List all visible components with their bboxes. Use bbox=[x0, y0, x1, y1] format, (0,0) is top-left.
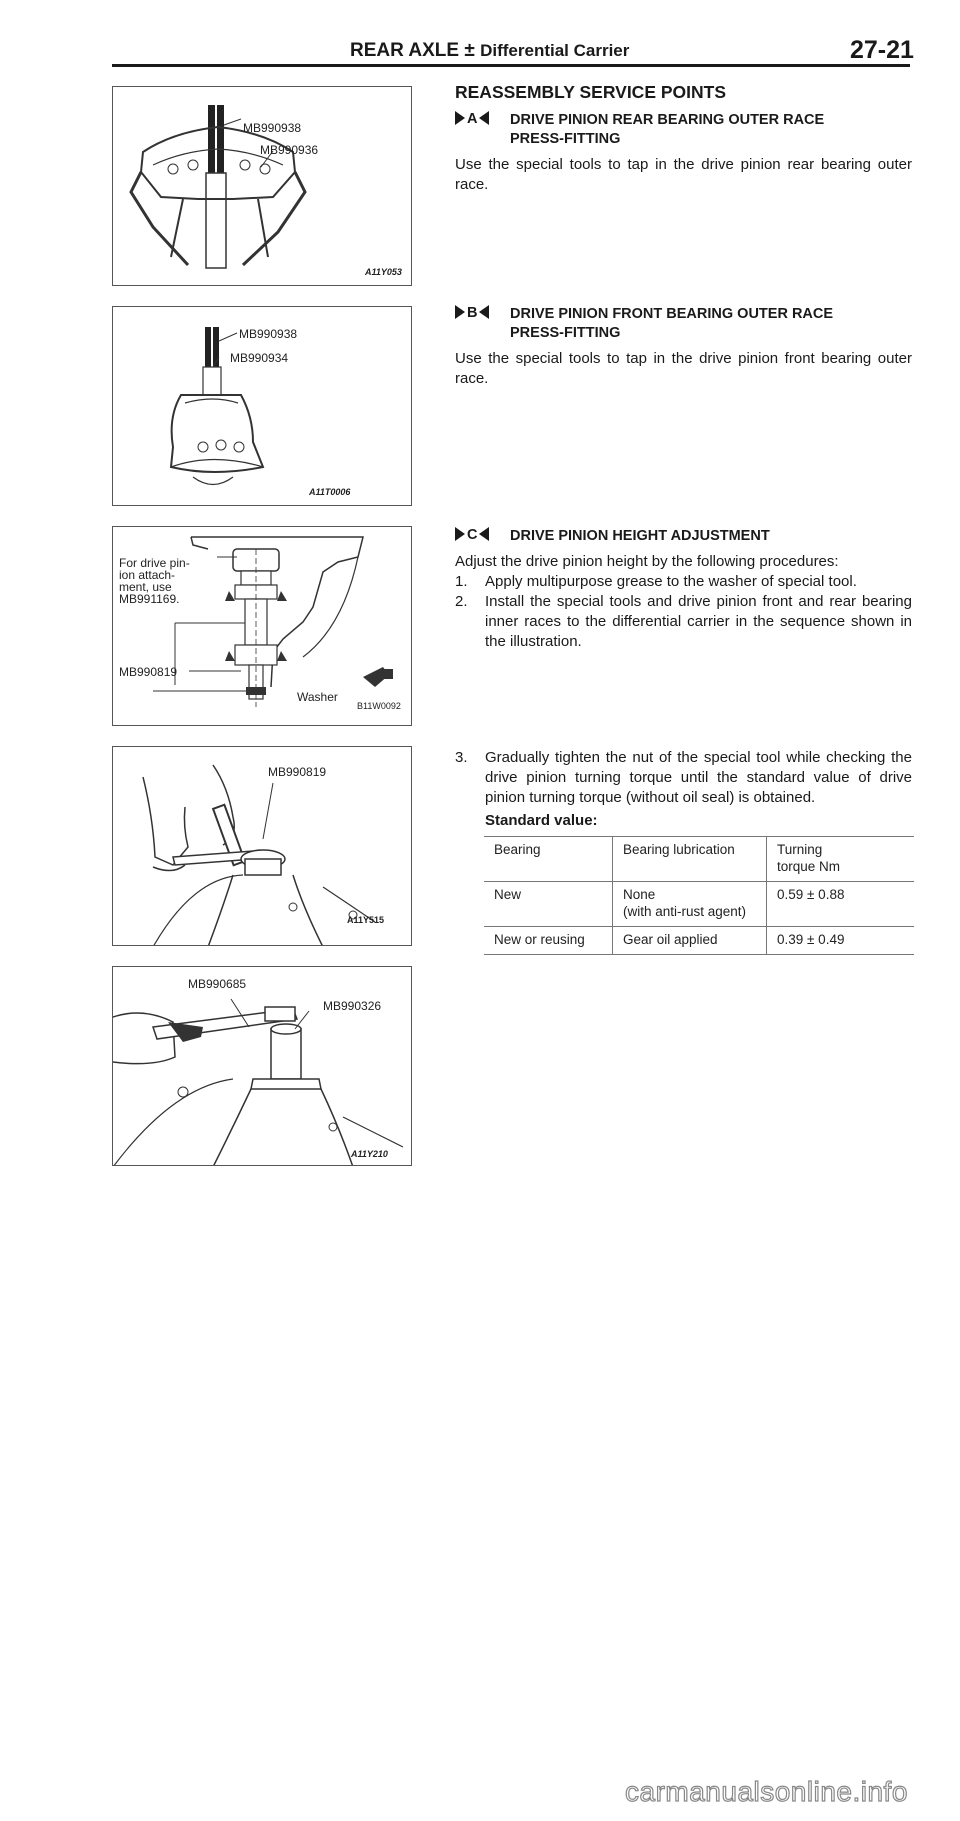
figure-rear-bearing-press-fit: MB990938 MB990936 A11Y053 bbox=[112, 86, 412, 286]
table-header-cell: Turning torque Nm bbox=[767, 837, 915, 882]
header-title: REAR AXLE ± Differential Carrier bbox=[350, 40, 630, 61]
header-rule bbox=[112, 64, 910, 67]
section-title: REASSEMBLY SERVICE POINTS bbox=[455, 82, 727, 102]
figure-turning-torque-check: MB990819 A11Y515 bbox=[112, 746, 412, 946]
page-number: 27-21 bbox=[850, 36, 914, 64]
table-cell: None (with anti-rust agent) bbox=[613, 882, 767, 927]
arrow-left-icon bbox=[479, 305, 489, 319]
procedure-c-intro: Adjust the drive pinion height by the following procedures: bbox=[455, 553, 839, 570]
table-header-cell: Bearing lubrication bbox=[613, 837, 767, 882]
torque-wrench-illustration bbox=[113, 967, 412, 1166]
table-cell: 0.39 ± 0.49 bbox=[767, 927, 915, 955]
table-row bbox=[484, 882, 914, 927]
carrier-illustration-1 bbox=[113, 87, 412, 286]
table-cell: Gear oil applied bbox=[613, 927, 767, 955]
standard-value-label: Standard value: bbox=[485, 812, 598, 829]
procedure-b-body: Use the special tools to tap in the drive pinion front bearing outer race. bbox=[455, 350, 912, 387]
procedure-step: 1. Apply multipurpose grease to the washer of special tool. bbox=[455, 573, 857, 590]
arrow-right-icon bbox=[455, 527, 465, 541]
figure-torque-wrench: MB990685 MB990326 A11Y210 bbox=[112, 966, 412, 1166]
table-cell: 0.59 ± 0.88 bbox=[767, 882, 915, 927]
table-header-row bbox=[484, 837, 914, 882]
arrow-left-icon bbox=[479, 527, 489, 541]
arrow-left-icon bbox=[479, 111, 489, 125]
service-marker-a: A bbox=[455, 111, 510, 127]
procedure-b-title: B DRIVE PINION FRONT BEARING OUTER RACE PRESS-FITTING bbox=[455, 305, 915, 345]
procedure-step: 2. Install the special tools and drive pinion front and rear bearing inner races to the differential carrier in the sequence shown in the illustration. bbox=[455, 593, 912, 650]
table-cell: New bbox=[484, 882, 613, 927]
figure-pinion-height-adjustment: For drive pin- ion attach- ment, use MB991169. MB990819 Washer B11W0092 bbox=[112, 526, 412, 726]
fig3-callout: For drive pin- ion attach- ment, use MB991169. bbox=[119, 556, 190, 606]
procedure-a-body: Use the special tools to tap in the drive pinion rear bearing outer race. bbox=[455, 156, 912, 193]
procedure-c-title: C DRIVE PINION HEIGHT ADJUSTMENT bbox=[455, 527, 915, 547]
service-marker-c: C bbox=[455, 527, 510, 543]
table-row bbox=[484, 927, 914, 955]
table-header-cell: Bearing bbox=[484, 837, 613, 882]
procedure-a-title: A DRIVE PINION REAR BEARING OUTER RACE PRESS-FITTING bbox=[455, 111, 915, 151]
procedure-step: 3. Gradually tighten the nut of the special tool while checking the drive pinion turning torque until the standard value of drive pinion turning torque (without oil seal) is obtained. bbox=[455, 749, 912, 806]
figure-front-bearing-press-fit: MB990938 MB990934 A11T0006 bbox=[112, 306, 412, 506]
service-marker-b: B bbox=[455, 305, 510, 321]
watermark: carmanualsonline.info bbox=[625, 1776, 908, 1807]
table-cell: New or reusing bbox=[484, 927, 613, 955]
arrow-right-icon bbox=[455, 305, 465, 319]
turning-torque-table bbox=[484, 836, 914, 955]
arrow-right-icon bbox=[455, 111, 465, 125]
